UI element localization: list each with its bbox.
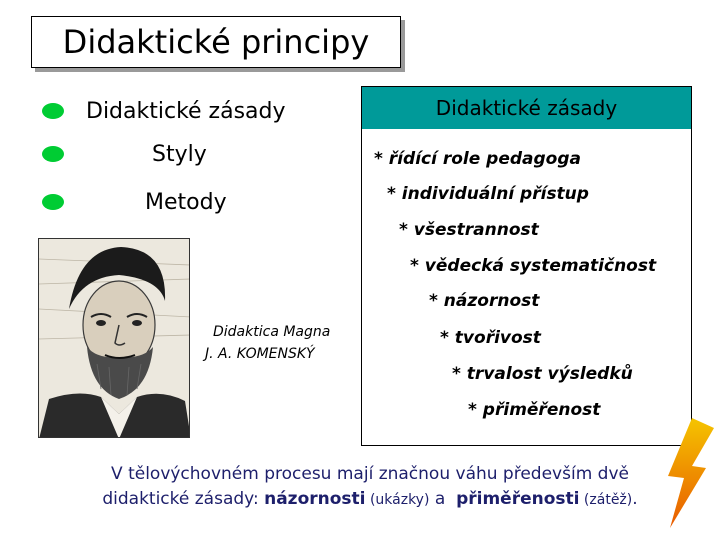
portrait-illustration bbox=[39, 239, 190, 438]
portrait-caption-name: J. A. KOMENSKÝ bbox=[205, 346, 315, 362]
footer-line-1: V tělovýchovném procesu mají značnou váhu především dvě bbox=[111, 464, 629, 484]
principle-item: * vědecká systematičnost bbox=[410, 256, 657, 276]
footer-line-2 bbox=[60, 487, 680, 513]
principle-item: * individuální přístup bbox=[387, 184, 589, 204]
list-item-metody: Metody bbox=[145, 190, 227, 215]
footer-end: . bbox=[632, 489, 638, 509]
footer-prefix: didaktické zásady: bbox=[102, 489, 265, 509]
principle-item: * názornost bbox=[429, 291, 540, 311]
footer-term-nazornost: názornosti bbox=[264, 489, 366, 509]
bullet-icon bbox=[42, 103, 64, 119]
footer-term1-note: (ukázky) bbox=[365, 492, 430, 508]
principle-item: * řídící role pedagoga bbox=[374, 149, 582, 169]
footer-term-primerenost: přiměřenosti bbox=[456, 489, 580, 509]
footer-text bbox=[60, 462, 680, 513]
lightning-bolt-icon bbox=[662, 418, 714, 528]
principle-item: * všestrannost bbox=[399, 220, 539, 240]
footer-connector: a bbox=[429, 489, 457, 509]
principle-item: * přiměřenost bbox=[468, 400, 601, 420]
list-item-styly: Styly bbox=[152, 142, 207, 167]
footer-term2-note: (zátěž) bbox=[579, 492, 633, 508]
principle-item: * tvořivost bbox=[440, 328, 541, 348]
list-item-zasady: Didaktické zásady bbox=[86, 99, 286, 124]
principle-item: * trvalost výsledků bbox=[452, 364, 633, 384]
komensky-portrait bbox=[38, 238, 190, 438]
slide-title: Didaktické principy bbox=[31, 16, 401, 68]
portrait-caption-title: Didaktica Magna bbox=[213, 324, 331, 340]
bullet-icon bbox=[42, 146, 64, 162]
bullet-icon bbox=[42, 194, 64, 210]
principles-header: Didaktické zásady bbox=[362, 87, 691, 131]
